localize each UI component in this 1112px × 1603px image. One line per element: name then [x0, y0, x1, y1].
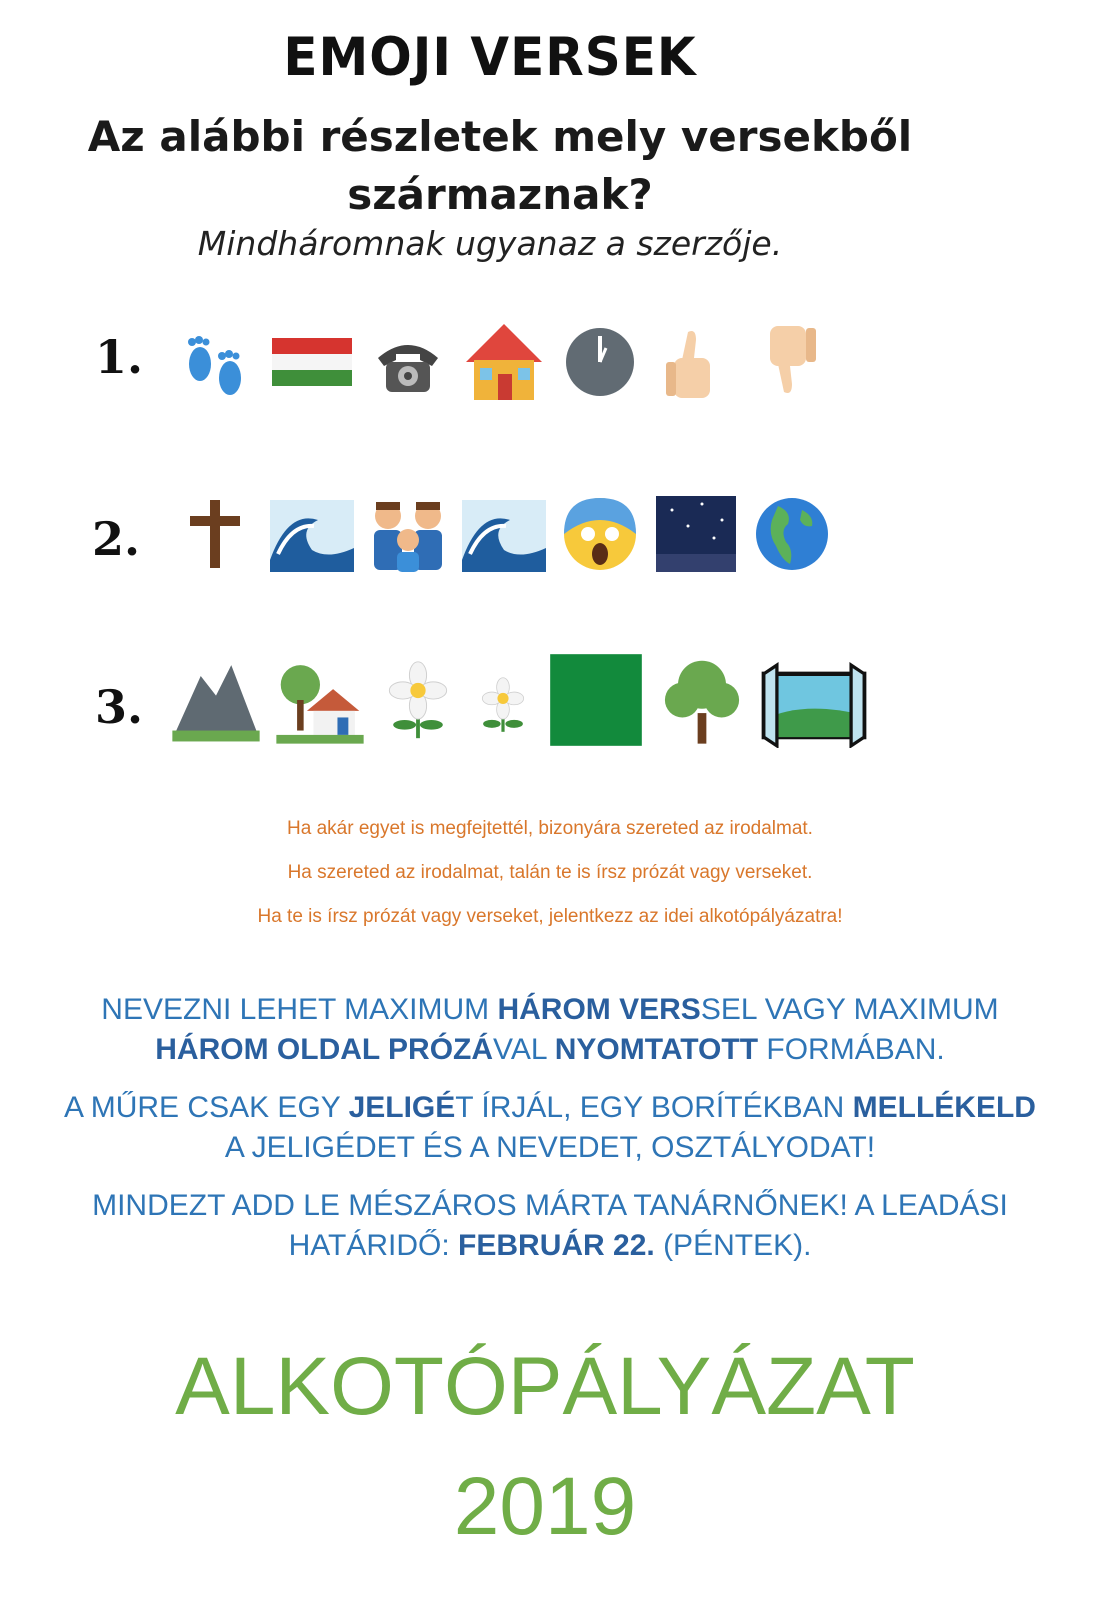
deadline-line-1: MINDEZT ADD LE MÉSZÁROS MÁRTA TANÁRNŐNEK! A LEADÁSI — [92, 1189, 1008, 1222]
author-hint: Mindháromnak ugyanaz a szerzője. — [197, 224, 783, 263]
rules-text: FORMÁBAN. — [758, 1033, 945, 1066]
house-with-garden-icon — [272, 652, 368, 748]
water-wave-icon — [268, 490, 356, 578]
globe-americas-icon — [748, 490, 836, 578]
question-line-2: származnak? — [347, 170, 653, 219]
contest-year: 2019 — [453, 1461, 637, 1552]
rules-text: T ÍRJÁL, EGY BORÍTÉKBAN — [455, 1091, 853, 1124]
night-sky-icon — [652, 490, 740, 578]
deciduous-tree-icon — [654, 652, 750, 748]
rules-emphasis: HÁROM VERS — [497, 993, 701, 1026]
deadline-date: FEBRUÁR 22. — [458, 1229, 655, 1262]
rules-text: SEL VAGY MAXIMUM — [700, 993, 999, 1026]
entry-rules-line-1 — [0, 990, 1100, 1030]
teaser-line-1: Ha akár egyet is megfejtettél, bizonyára szereted az irodalmat. — [287, 818, 813, 839]
puzzle-1-number: 1. — [95, 330, 144, 384]
rules-text: VAL — [493, 1033, 555, 1066]
puzzle-3-number: 3. — [95, 680, 144, 734]
house-icon — [460, 318, 548, 406]
puzzle-2-number: 2. — [92, 512, 141, 566]
submission-rules-line-1 — [0, 1088, 1100, 1128]
puzzle-2-emojis — [172, 490, 844, 578]
thumbs-down-icon — [748, 318, 836, 406]
clock-icon — [556, 318, 644, 406]
rules-text: HATÁRIDŐ: — [288, 1229, 459, 1262]
submission-rules-line-2: A JELIGÉDET ÉS A NEVEDET, OSZTÁLYODAT! — [224, 1131, 876, 1164]
question-line-1: Az alábbi részletek mely versekből — [87, 112, 913, 161]
mountain-icon — [168, 652, 264, 748]
rules-emphasis: JELIGÉ — [348, 1091, 456, 1124]
family-icon — [364, 490, 452, 578]
deadline-paragraph — [0, 1186, 1100, 1266]
question-heading — [60, 108, 940, 224]
teaser-line-2: Ha szereted az irodalmat, talán te is írsz prózát vagy verseket. — [287, 862, 813, 883]
rules-text: NEVEZNI LEHET MAXIMUM — [101, 993, 498, 1026]
deadline-line-2 — [0, 1226, 1100, 1266]
hungary-flag-icon — [268, 318, 356, 406]
green-square-icon — [546, 652, 646, 748]
puzzle-3-emojis — [168, 652, 878, 748]
white-flower-icon — [376, 652, 460, 748]
contest-title: ALKOTÓPÁLYÁZAT — [175, 1341, 915, 1432]
entry-rules-paragraph — [0, 990, 1100, 1070]
entry-rules-line-2 — [0, 1030, 1100, 1070]
rules-text: A MŰRE CSAK EGY — [64, 1091, 349, 1124]
rules-emphasis: NYOMTATOTT — [554, 1033, 759, 1066]
window-landscape-icon — [758, 652, 870, 748]
telephone-icon — [364, 318, 452, 406]
small-white-flower-icon — [468, 652, 538, 748]
rules-emphasis: HÁROM OLDAL PRÓZÁ — [155, 1033, 494, 1066]
water-wave-icon — [460, 490, 548, 578]
screaming-face-icon — [556, 490, 644, 578]
teaser-line-3: Ha te is írsz prózát vagy verseket, jelentkezz az idei alkotópályázatra! — [257, 906, 843, 927]
puzzle-1-emojis — [172, 318, 844, 406]
latin-cross-icon — [172, 490, 260, 578]
footprints-icon — [172, 318, 260, 406]
rules-text: (PÉNTEK). — [654, 1229, 812, 1262]
submission-rules-paragraph — [0, 1088, 1100, 1168]
rules-emphasis: MELLÉKELD — [852, 1091, 1036, 1124]
thumbs-up-icon — [652, 318, 740, 406]
page-title: EMOJI VERSEK — [283, 26, 697, 88]
